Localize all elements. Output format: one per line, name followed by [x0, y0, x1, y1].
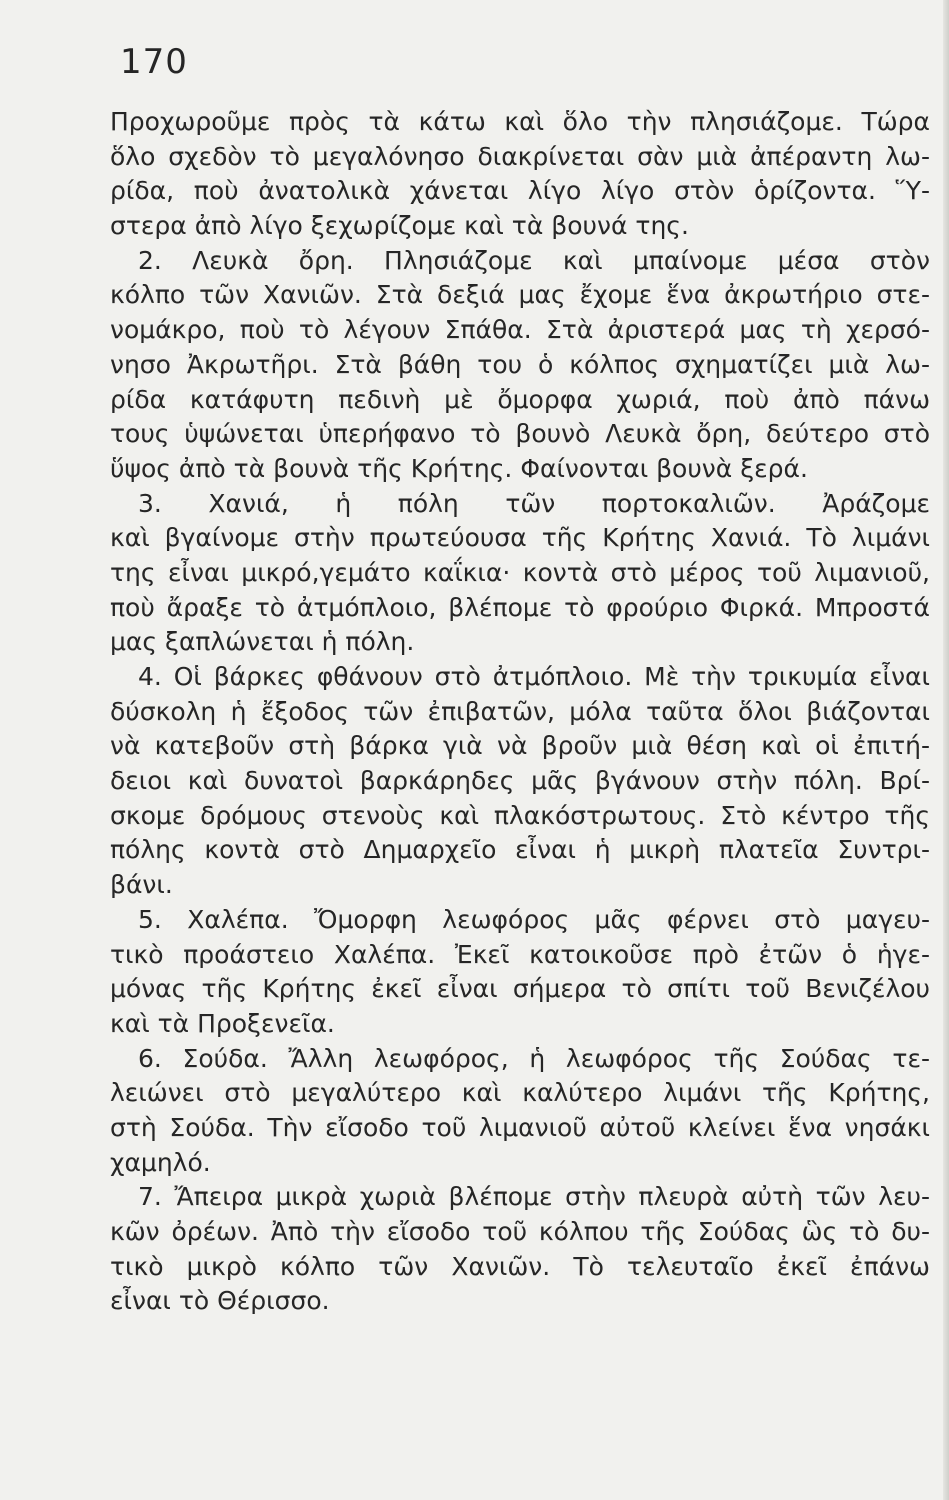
text-line: νησο Ἀκρωτῆρι. Στὰ βάθη του ὁ κόλπος σχηματίζει μιὰ λω-: [110, 349, 930, 379]
page-edge: [943, 0, 949, 1500]
text-line: στὴ Σούδα. Τὴν εἴσοδο τοῦ λιμανιοῦ αὐτοῦ κλείνει ἕνα νησάκι: [110, 1112, 930, 1142]
text-line: χαμηλό.: [110, 1147, 211, 1177]
text-line: ρίδα, ποὺ ἀνατολικὰ χάνεται λίγο λίγο στὸν ὁρίζοντα. Ὕ-: [110, 176, 930, 206]
text-line: μόνας τῆς Κρήτης ἐκεῖ εἶναι σήμερα τὸ σπίτι τοῦ Βενιζέλου: [110, 974, 930, 1004]
text-line: 4. Οἱ βάρκες φθάνουν στὸ ἀτμόπλοιο. Μὲ τὴν τρικυμία εἶναι: [138, 662, 930, 691]
text-line: ὕψος ἀπὸ τὰ βουνὰ τῆς Κρήτης. Φαίνονται βουνὰ ξερά.: [110, 453, 808, 483]
text-line: σκομε δρόμους στενοὺς καὶ πλακόστρωτους. Στὸ κέντρο τῆς: [110, 800, 930, 830]
text-line: 5. Χαλέπα. Ὄμορφη λεωφόρος μᾶς φέρνει στὸ μαγευ-: [138, 904, 930, 934]
text-line: 3. Χανιά, ἡ πόλη τῶν πορτοκαλιῶν. Ἀράζομε: [138, 488, 930, 518]
text-line: κόλπο τῶν Χανιῶν. Στὰ δεξιά μας ἔχομε ἕνα ἀκρωτήριο στε-: [110, 280, 930, 310]
text-line: της εἶναι μικρό,γεμάτο καΐκια· κοντὰ στὸ μέρος τοῦ λιμανιοῦ,: [110, 557, 930, 587]
text-line: Προχωροῦμε πρὸς τὰ κάτω καὶ ὅλο τὴν πλησιάζομε. Τώρα: [110, 107, 930, 136]
text-line: στερα ἀπὸ λίγο ξεχωρίζομε καὶ τὰ βουνά της.: [110, 211, 689, 241]
text-line: κῶν ὀρέων. Ἀπὸ τὴν εἴσοδο τοῦ κόλπου τῆς Σούδας ὣς τὸ δυ-: [110, 1217, 930, 1246]
text-line: ρίδα κατάφυτη πεδινὴ μὲ ὄμορφα χωριά, ποὺ ἀπὸ πάνω: [110, 384, 930, 414]
text-line: τικὸ μικρὸ κόλπο τῶν Χανιῶν. Τὸ τελευταῖο ἐκεῖ ἐπάνω: [110, 1251, 930, 1281]
text-line: ποὺ ἄραξε τὸ ἀτμόπλοιο, βλέπομε τὸ φρούριο Φιρκά. Μπροστά: [110, 592, 930, 622]
text-line: ὅλο σχεδὸν τὸ μεγαλόνησο διακρίνεται σὰν μιὰ ἀπέραντη λω-: [110, 141, 930, 171]
text-line: 7. Ἄπειρα μικρὰ χωριὰ βλέπομε στὴν πλευρὰ αὐτὴ τῶν λευ-: [138, 1182, 930, 1212]
text-line: τικὸ προάστειο Χαλέπα. Ἐκεῖ κατοικοῦσε πρὸ ἐτῶν ὁ ἡγε-: [110, 939, 930, 969]
text-line: 6. Σούδα. Ἄλλη λεωφόρος, ἡ λεωφόρος τῆς Σούδας τε-: [138, 1043, 930, 1073]
body-text: [110, 105, 930, 1319]
text-line: μας ξαπλώνεται ἡ πόλη.: [110, 627, 415, 657]
text-line: νὰ κατεβοῦν στὴ βάρκα γιὰ νὰ βροῦν μιὰ θέση καὶ οἱ ἐπιτή-: [110, 731, 930, 761]
text-line: δειοι καὶ δυνατοὶ βαρκάρηδες μᾶς βγάνουν στὴν πόλη. Βρί-: [110, 766, 930, 796]
text-line: νομάκρο, ποὺ τὸ λέγουν Σπάθα. Στὰ ἀριστερά μας τὴ χερσό-: [110, 315, 930, 345]
text-line: δύσκολη ἡ ἔξοδος τῶν ἐπιβατῶν, μόλα ταῦτα ὅλοι βιάζονται: [110, 696, 930, 726]
text-line: πόλης κοντὰ στὸ Δημαρχεῖο εἶναι ἡ μικρὴ πλατεῖα Συντρι-: [110, 835, 930, 865]
text-line: λειώνει στὸ μεγαλύτερο καὶ καλύτερο λιμάνι τῆς Κρήτης,: [110, 1078, 930, 1108]
text-line: βάνι.: [110, 870, 173, 900]
text-line: καὶ βγαίνομε στὴν πρωτεύουσα τῆς Κρήτης Χανιά. Τὸ λιμάνι: [110, 523, 930, 553]
text-line: τους ὑψώνεται ὑπερήφανο τὸ βουνὸ Λευκὰ ὄρη, δεύτερο στὸ: [110, 419, 930, 449]
text-line: εἶναι τὸ Θέρισσο.: [110, 1286, 330, 1316]
page-number: 170: [120, 42, 188, 82]
text-line: 2. Λευκὰ ὄρη. Πλησιάζομε καὶ μπαίνομε μέσα στὸν: [138, 245, 930, 275]
text-line: καὶ τὰ Προξενεῖα.: [110, 1008, 335, 1038]
